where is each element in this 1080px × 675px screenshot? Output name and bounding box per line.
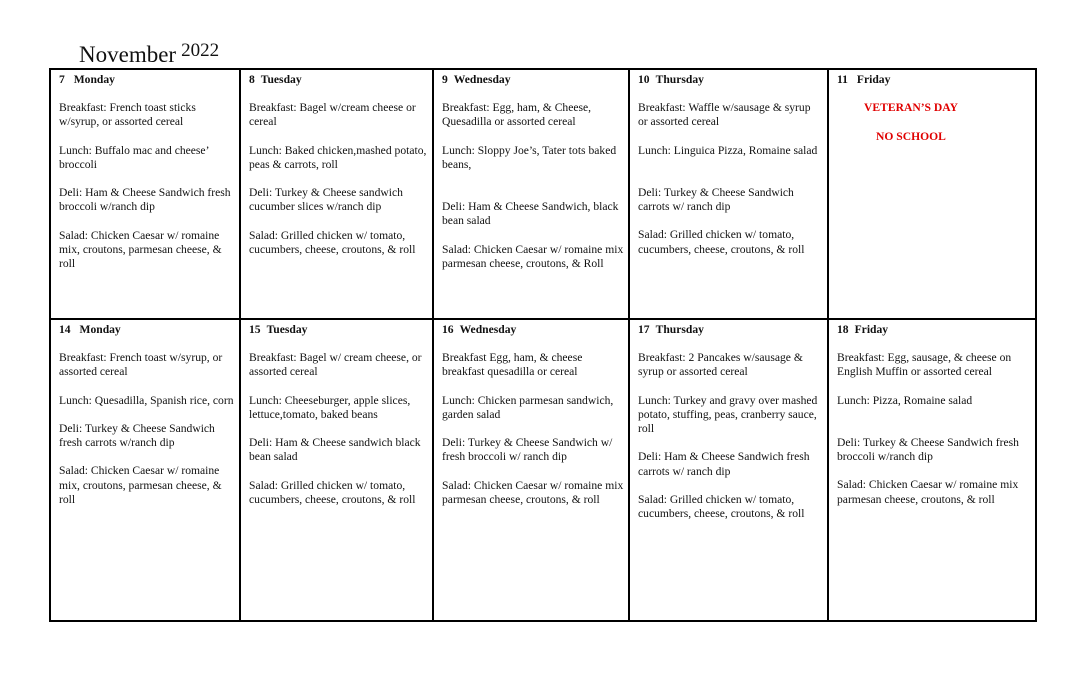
breakfast-item: Breakfast: French toast sticks w/syrup, or assorted cereal [59, 101, 196, 129]
day-header [638, 73, 823, 87]
day-weekday: Thursday [655, 323, 704, 336]
day-number: 9 [442, 73, 448, 86]
deli-item: Deli: Turkey & Cheese Sandwich carrots w/ ranch dip [638, 185, 794, 214]
salad-item: Salad: Chicken Caesar w/ romaine mix parmesan cheese, croutons, & roll [442, 478, 624, 507]
day-cell-nov-8 [241, 70, 434, 320]
day-header [837, 323, 1031, 337]
day-header [638, 323, 823, 337]
day-cell-nov-17 [630, 320, 829, 620]
breakfast-item: Breakfast: French toast w/syrup, or assorted cereal [59, 351, 223, 379]
day-number: 16 [442, 323, 454, 336]
day-header [59, 73, 235, 87]
deli-item: Deli: Turkey & Cheese Sandwich fresh carrots w/ranch dip [59, 421, 215, 450]
day-weekday: Tuesday [260, 73, 302, 86]
title-year: 2022 [181, 40, 220, 61]
day-cell-nov-14 [51, 320, 241, 620]
lunch-item: Lunch: Chicken parmesan sandwich, garden salad [442, 393, 614, 421]
day-cell-nov-16 [434, 320, 630, 620]
salad-item: Salad: Grilled chicken w/ tomato, cucumbers, cheese, croutons, & roll [249, 478, 416, 507]
day-cell-nov-9 [434, 70, 630, 320]
lunch-item: Lunch: Linguica Pizza, Romaine salad [638, 143, 818, 157]
salad-item: Salad: Chicken Caesar w/ romaine mix, croutons, parmesan cheese, & roll [59, 464, 222, 507]
day-header [442, 73, 624, 87]
salad-item: Salad: Chicken Caesar w/ romaine mix parmesan cheese, croutons, & Roll [442, 242, 624, 271]
day-number: 17 [638, 323, 650, 336]
day-weekday: Tuesday [266, 323, 308, 336]
breakfast-item: Breakfast: Egg, ham, & Cheese, Quesadilla or assorted cereal [442, 101, 592, 129]
day-cell-nov-7 [51, 70, 241, 320]
day-weekday: Friday [856, 73, 891, 86]
lunch-item: Lunch: Buffalo mac and cheese’ broccoli [59, 143, 209, 171]
day-header [837, 73, 1031, 87]
lunch-item: Lunch: Baked chicken,mashed potato, peas & carrots, roll [249, 143, 427, 171]
day-cell-nov-11 [829, 70, 1035, 320]
day-weekday: Wednesday [453, 73, 511, 86]
day-cell-nov-10 [630, 70, 829, 320]
breakfast-item: Breakfast: 2 Pancakes w/sausage & syrup or assorted cereal [638, 351, 803, 379]
day-number: 11 [837, 73, 848, 86]
day-number: 15 [249, 323, 261, 336]
day-weekday: Monday [73, 73, 115, 86]
day-weekday: Monday [79, 323, 121, 336]
holiday-title: VETERAN’S DAY [864, 101, 958, 114]
breakfast-item: Breakfast: Bagel w/ cream cheese, or assorted cereal [249, 351, 422, 379]
salad-item: Salad: Chicken Caesar w/ romaine mix, croutons, parmesan cheese, & roll [59, 228, 222, 271]
day-header [249, 323, 428, 337]
day-header [249, 73, 428, 87]
day-weekday: Thursday [655, 73, 704, 86]
day-number: 7 [59, 73, 65, 86]
salad-item: Salad: Grilled chicken w/ tomato, cucumbers, cheese, croutons, & roll [638, 493, 805, 521]
page-title [79, 40, 219, 70]
breakfast-item: Breakfast: Egg, sausage, & cheese on English Muffin or assorted cereal [837, 351, 1012, 379]
day-number: 8 [249, 73, 255, 86]
deli-item: Deli: Ham & Cheese Sandwich fresh broccoli w/ranch dip [59, 186, 231, 214]
lunch-item: Lunch: Pizza, Romaine salad [837, 393, 973, 407]
day-weekday: Wednesday [459, 323, 517, 336]
deli-item: Deli: Ham & Cheese sandwich black bean salad [249, 436, 421, 464]
deli-item: Deli: Ham & Cheese Sandwich, black bean salad [442, 200, 619, 228]
lunch-item: Lunch: Cheeseburger, apple slices, lettuce,tomato, baked beans [249, 393, 411, 421]
salad-item: Salad: Chicken Caesar w/ romaine mix parmesan cheese, croutons, & roll [837, 478, 1019, 506]
day-number: 18 [837, 323, 849, 336]
deli-item: Deli: Ham & Cheese Sandwich fresh carrots w/ ranch dip [638, 450, 810, 478]
day-number: 10 [638, 73, 650, 86]
day-cell-nov-15 [241, 320, 434, 620]
day-number: 14 [59, 323, 71, 336]
day-header [442, 323, 624, 337]
breakfast-item: Breakfast: Waffle w/sausage & syrup or assorted cereal [638, 101, 811, 129]
day-weekday: Friday [854, 323, 889, 336]
day-cell-nov-18 [829, 320, 1035, 620]
no-school-notice: NO SCHOOL [876, 130, 946, 143]
deli-item: Deli: Turkey & Cheese sandwich cucumber slices w/ranch dip [249, 186, 403, 214]
salad-item: Salad: Grilled chicken w/ tomato, cucumbers, cheese, croutons, & roll [638, 228, 805, 256]
lunch-item: Lunch: Sloppy Joe’s, Tater tots baked beans, [442, 143, 617, 171]
lunch-item: Lunch: Turkey and gravy over mashed potato, stuffing, peas, cranberry sauce, roll [638, 393, 818, 436]
deli-item: Deli: Turkey & Cheese Sandwich fresh broccoli w/ranch dip [837, 435, 1019, 464]
salad-item: Salad: Grilled chicken w/ tomato, cucumbers, cheese, croutons, & roll [249, 228, 416, 257]
title-month: November [79, 42, 177, 67]
lunch-item: Lunch: Quesadilla, Spanish rice, corn [59, 393, 234, 407]
breakfast-item: Breakfast Egg, ham, & cheese breakfast quesadilla or cereal [442, 351, 583, 379]
deli-item: Deli: Turkey & Cheese Sandwich w/ fresh broccoli w/ ranch dip [442, 436, 613, 464]
breakfast-item: Breakfast: Bagel w/cream cheese or cereal [249, 101, 416, 129]
menu-calendar-grid [49, 68, 1037, 622]
day-header [59, 323, 235, 337]
